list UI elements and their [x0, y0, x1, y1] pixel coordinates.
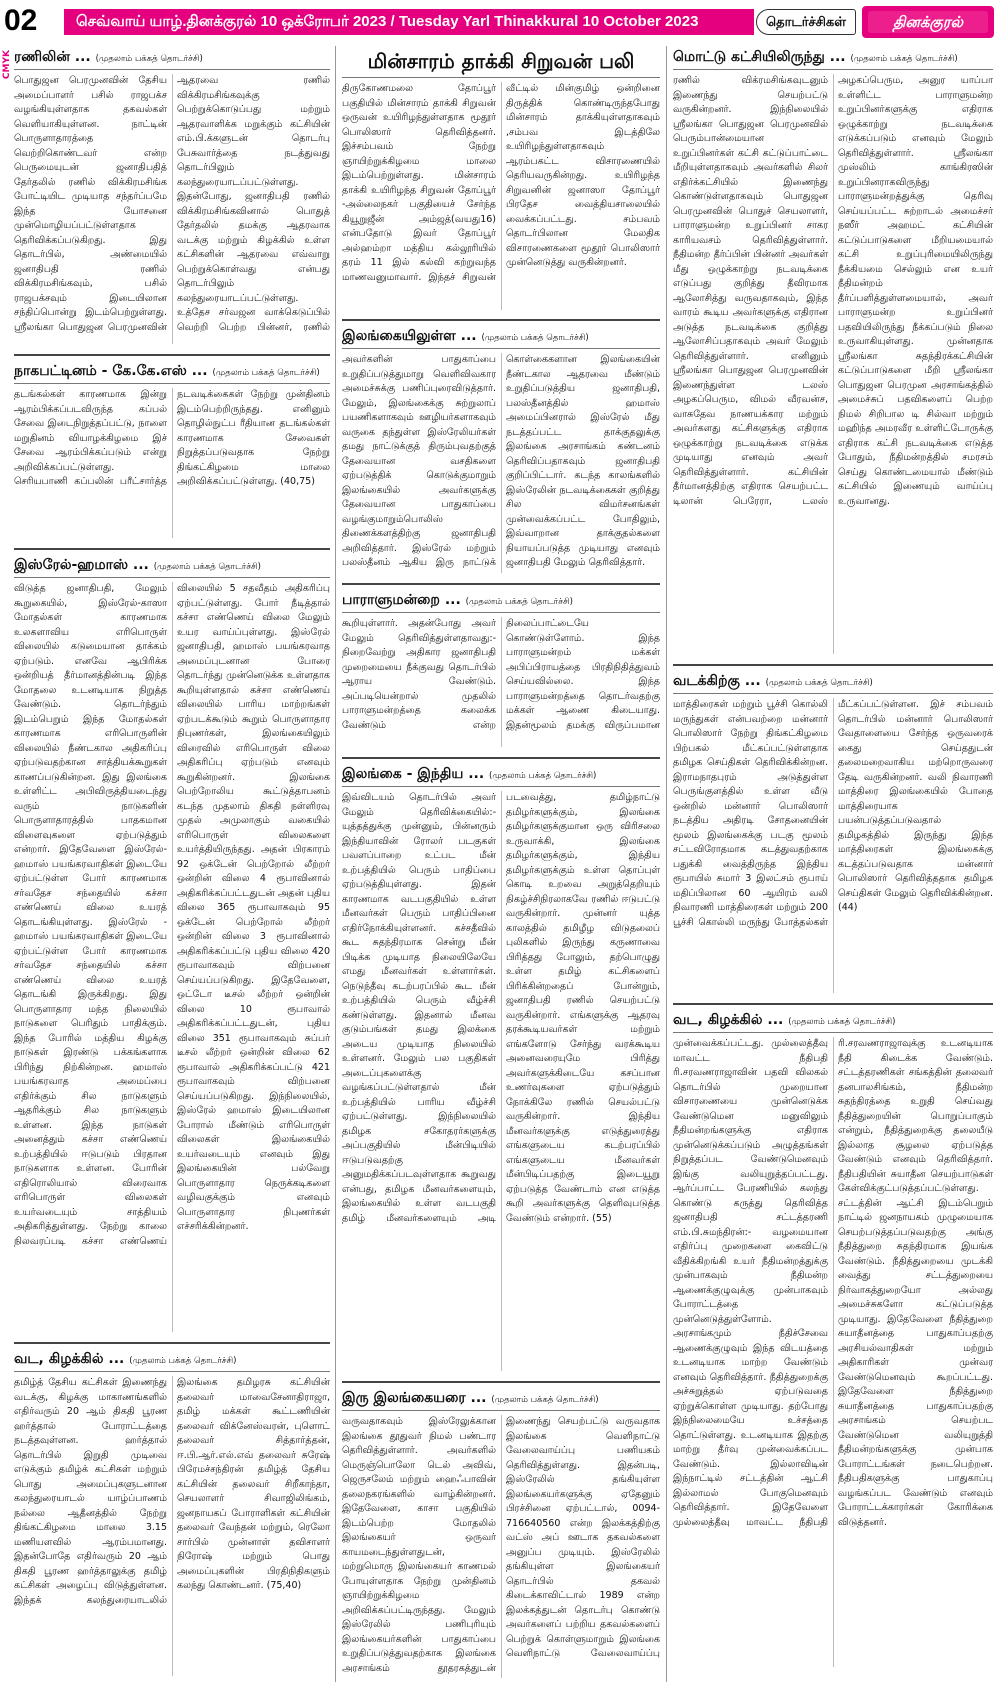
article-title: வட, கிழக்கில் ... (முதலாம் பக்கத் தொடர்ச்சி) — [673, 1011, 993, 1033]
article-body: அவர்களின் பாதுகாப்பை உறுதிப்படுத்துமாறு வெளிவிவகார அமைச்சுக்கு பணிப்புரைவிடுத்தார். மேலும், இலங்கைக்கு சுற்றுலாப் பயணிகளாகவும் ஊழியர்களாகவும் வருகை தந்துள்ள இஸ்ரேலியர்கள் தமது நாட்டுக்குத் திரும்புவதற்குத் தேவையான வசதிகளை ஏற்படுத்திக் கொடுக்குமாறும் இலங்கையில் அவர்களுக்கு தேவையான பாதுகாப்பை வழங்குமாறும்பொலிஸ் திணைக்களத்திற்கு ஜனாதிபதி அறிவித்தார். இஸ்ரேல் மற்றும் பலஸ்தீனம் ஆகிய இரு நாட்டுக் கொள்கைகளான இலங்கையின் நீண்டகால ஆதரவை மீண்டும் உறுதிப்படுத்திய ஜனாதிபதி, பலஸ்தீனத்தில் ஹமாஸ் அமைப்பினரால் இஸ்ரேல் மீது நடத்தப்பட்ட தாக்குதலுக்கு இலங்கை அரசாங்கம் கண்டனம் தெரிவிப்பதாகவும் ஜனாதிபதி குறிப்பிட்டார். கடந்த காலங்களில் இஸ்ரேலின் நடவடிக்கைகள் குறித்து சில விமர்சனங்கள் முன்வைக்கப்பட்ட போதிலும், இவ்வாறான தாக்குதல்களை நியாயப்படுத்த முடியாது எனவும் ஜனாதிபதி மேலும் தெரிவித்தார். — [342, 354, 660, 568]
column-left — [14, 48, 330, 1678]
article-israel-hamas — [14, 556, 330, 1336]
divider — [342, 319, 660, 321]
page-number: 02 — [4, 4, 38, 37]
article-minsaram — [342, 48, 660, 313]
article-ilankai-india — [342, 765, 660, 1375]
article-body: வருவதாகவும் இஸ்ரேலுக்கான இலங்கை தூதுவர் நிமல் பண்டார தெரிவித்துள்ளார். அவர்களில் மெருஞ்பொலோ டெல் அவிவ், ஜெருசலேம் மற்றும் ஹைஃபாவின் தலைநகரங்களில் வாழ்கின்றனர். இதேவேளை, காசா பகுதியில் இடம்பெற்ற மோதலில் இலங்கையர் ஒருவர் காயமடைந்துள்ளதுடன், மற்றுமொரு இலங்கையர் காணமல் போயுள்ளதாக நேற்று முன்தினம் ஞாயிற்றுக்கிழமை அறிவிக்கப்பட்டிருந்தது. மேலும் இஸ்ரேலில் பணிபுரியும் இலங்கையர்களின் பாதுகாப்பை உறுதிப்படுத்துவதற்காக இலங்கை அரசாங்கம் தூதரகத்துடன் இணைந்து செயற்பட்டு வருவதாக இலங்கை வெளிநாட்டு வேலைவாய்ப்பு பணியகம் தெரிவித்துள்ளது. இதன்படி, இஸ்ரேலில் தங்கியுள்ள இலங்கையர்களுக்கு ஏதேனும் பிரச்சினை ஏற்பட்டால், 0094-716640560 என்ற இலக்கத்திற்கு வட்ஸ் அப் ஊடாக தகவல்களை அனுப்ப முடியும். இஸ்ரேலில் தங்கியுள்ள இலங்கையர் தொடர்பில் தகவல் கிடைக்காவிட்டால் 1989 என்ற இலக்கத்துடன் தொடர்பு கொண்டு அவர்களைப் பற்றிய தகவல்களைப் பெற்றுக் கொள்ளுமாறும் இலங்கை வெளிநாட்டு வேலைவாய்ப்பு — [342, 1416, 660, 1674]
article-body: திருகோணமலை தோப்பூர் பகுதியில் மின்சாரம் தாக்கி சிறுவன் ஒருவன் உயிரிழந்துள்ளதாக மூதூர் பொலிஸார் தெரிவித்தனர். இச்சம்பவம் நேற்று ஞாயிற்றுக்கிழமை மாலை இடம்பெற்றுள்ளது. மின்சாரம் தாக்கி உயிரிழந்த சிறுவன் தோப்பூர் -அல்லைநகர் பகுதியைச் சேர்ந்த கியூறுஜீன் அம்ஜத்(வயது16) என்பதோடு இவர் தோப்பூர் அல்ஹம்றா மத்திய கல்லூரியில் தரம் 11 இல் கல்வி கற்றுவந்த மாணவனுமாவார். இந்தச் சிறுவன் வீட்டில் மின்குமிழ் ஒன்றினை திருத்திக் கொண்டிருந்தபோது மின்சாரம் தாக்கியுள்ளதாகவும் ,சம்பவ இடத்திலே உயிரிழந்துள்ளதாகவும் ஆரம்பகட்ட விசாரணையில் தெரியவருகின்றது. உயிரிழந்த சிறுவனின் ஜனாஸா தோப்பூர் பிரதேச வைத்தியசாலையில் வைக்கப்பட்டது. சம்பவம் தொடர்பிலான மேலதிக விசாரணைகளை மூதூர் பொலிஸார் முன்னெடுத்து வருகின்றனர். — [342, 83, 660, 283]
divider — [342, 583, 660, 585]
article-ilankaiyil — [342, 327, 660, 577]
article-title: மொட்டு கட்சியிலிருந்து ... (முதலாம் பக்கத் தொடர்ச்சி) — [673, 48, 993, 70]
divider — [342, 757, 660, 759]
article-title: இலங்கையிலுள்ள ... (முதலாம் பக்கத் தொடர்ச்சி) — [342, 327, 660, 349]
article-title: பாராளுமன்றை ... (முதலாம் பக்கத் தொடர்ச்சி) — [342, 591, 660, 613]
column-right — [673, 48, 993, 1678]
date-line: செவ்வாய் யாழ்.தினக்குரல் 10 ஒக்ரோபர் 2023 / Tuesday Yarl Thinakkural 10 October 2023 — [64, 9, 754, 35]
article-body: கூறியுள்ளார். அதன்போது அவர் மேலும் தெரிவித்துள்ளதாவது:- நிறைவேற்று அதிகார ஜனாதிபதி முறைமையை நீக்குவது தொடர்பில் ஆராய வேண்டும். அப்படியென்றால் முதலில் பாராளுமன்றத்தை கலைக்க வேண்டும் என்ற நிலைப்பாட்டையே கொண்டுள்ளோம். இந்த பாராளுமன்றம் மக்கள் அபிப்பிராயத்தை பிரதிநிதித்துவம் செய்யவில்லை. இந்த பாராளுமன்றத்தை தொடர்வதற்கு மக்கள் ஆணை கிடையாது. இதன்மூலம் தமக்கு விருப்பமான — [342, 618, 660, 731]
article-body: இவ்விடயம் தொடர்பில் அவர் மேலும் தெரிவிக்கையில்:- யுத்தத்துக்கு முன்னும், பின்னரும் இந்தியாவின் ரோலர் படகுகள் பவளப்பாறை உட்பட மீன் உற்பத்தியில் பெரும் பாதிப்பை ஏற்படுத்தியுள்ளது. இதன் காரணமாக வடபகுதியில் உள்ள மீனவர்கள் பெரும் பாதிப்பினை எதிர்நோக்கியுள்ளனர். கச்சதீவில் கூட சுதந்திரமாக சென்று மீன் பிடிக்க முடியாத நிலையிலேயே எமது மீனவர்கள் உள்ளார்கள். நெடுந்தீவு கடற்பரப்பில் கூட மீன் உற்பத்தியில் பெரும் வீழ்ச்சி கண்டுள்ளது. இதனால் மீனவ குடும்பங்கள் தமது இலக்கை அடைய முடியாத நிலையில் உள்ளனர். மேலும் பல பகுதிகள் அடைப்புகளைக்கு வழங்கப்பட்டுள்ளதால் மீன் உற்பத்தியில் பாரிய வீழ்ச்சி ஏற்பட்டுள்ளது. இந்நிலையில் தமிழக சகோதரர்களுக்கு அப்பகுதியில் மீன்பிடியில் ஈடுபடுவதற்கு அனுமதிக்கப்படவுள்ளதாக கூறுவது என்பது, தமிழக மீனவர்களையும், இலங்கையில் உள்ள வடபகுதி தமிழ் மீனவர்களையும் அடி படவைத்து, தமிழ்நாட்டு தமிழர்களுக்கும், இலங்கை தமிழர்களுக்குமான ஒரு விரிசலை உருவாக்கி, இலங்கை தமிழர்களுக்கும், இந்திய தமிழர்களுக்கும் உள்ள தொப்புள் கொடி உறவை அறுத்தெறியும் நிகழ்ச்சிநிரலாகவே ரணில் ஈடுபட்டு வருகின்றார். முன்னர் யுத்த காலத்தில் தமிழீழ விடுதலைப் புலிகளில் இருந்து கருணாவை பிரித்தது போலும், தற்பொழுது உள்ள தமிழ் கட்சிகளைப் பிரிக்கின்றதைப் போன்றும், ஜனாதிபதி ரணில் செயற்பட்டு வருகின்றார். எங்களுக்கு ஆதரவு தரக்கூடியவர்கள் மற்றும் எங்களோடு சேர்ந்து வரக்கூடிய அனைவரையுமே பிரித்து அவர்களுக்கிடையே கசப்பான உணர்வுகளை ஏற்படுத்தும் நோக்கிலே ரணில் செயல்பட்டு வருகின்றார். இந்திய மீனவர்களுக்கு எடுத்துரைத்து எங்களுடைய கடற்பரப்பில் எங்களுடைய மீனவர்கள் மீன்பிடிப்பதற்கு இடையூறு ஏற்படுத்த வேண்டாம் என எடுத்த கூறி அவர்களுக்கு தெளிவுபடுத்த வேண்டும் என்றார். (55) — [342, 792, 660, 1224]
newspaper-logo: தினக்குரல் — [862, 6, 994, 38]
article-body: விடுத்த ஜனாதிபதி, மேலும் கூறுகையில், இஸ்ரேல்-காஸா மோதல்கள் காரணமாக உலகளாவிய எரிபொருள் விலையில் கடுமையான தாக்கம் ஏற்படும். எனவே ஆபிரிக்க ஒன்றியத் தீர்மானத்தின்படி இந்த மோதலை உடனடியாக நிறுத்த வேண்டும். தொடர்ந்தும் இடம்பெறும் இந்த மோதல்கள் காரணமாக எரிபொருளின் விலையில் நீண்டகால அதிகரிப்பு ஏற்படுவதற்கான சாத்தியக்கூறுகள் காணப்படுகின்றன. இது இலங்கை உள்ளிட்ட அபிவிருத்தியடைந்து வரும் நாடுகளின் பொருளாதாரத்தில் பாதகமான விளைவுகளை ஏற்படுத்தும் என்றார். இதேவேளை இஸ்ரேல்-ஹமாஸ் பயங்கரவாதிகள் இடையே ஏற்பட்டுள்ள போர் காரணமாக சர்வதேச சந்தையில் கச்சா எண்ணெய் விலை உயரத் தொடங்கியுள்ளது. இஸ்ரேல் - ஹமாஸ் பயங்கரவாதிகள் இடையே ஏற்பட்டுள்ள போர் காரணமாக சர்வதேச சந்தையில் கச்சா எண்ணெய் விலை உயரத் தொடங்கி இருக்கிறது. இது பொருளாதார மந்த நிலையில் நாடுகளை பெரிதும் பாதிக்கும். இந்த போரில் மத்திய கிழக்கு நாடுகள் இரண்டு பக்கங்களாக பிரிந்து நிற்கின்றன. ஹமாஸ் பயங்கரவாத அமைப்பை எதிர்க்கும் சில நாடுகளும் ஆதரிக்கும் சில நாடுகளும் உள்ளன. இந்த நாடுகள் அனைத்தும் கச்சா எண்ணெய் உற்பத்தியில் ஈடுபடும் பிரதான நாடுகளாக உள்ளன. போரின் எதிரொலியால் விரைவாக எரிபொருள் விலைகள் உயர்வடையும் சாத்தியம் அதிகரித்துள்ளது. நேற்று காலை நிலவரப்படி கச்சா எண்ணெய் விலையில் 5 சதவீதம் அதிகரிப்பு ஏற்பட்டுள்ளது. போர் நீடித்தால் கச்சா எண்ணெய் விலை மேலும் உயர வாய்ப்புள்ளது. இஸ்ரேல் ஜனாதிபதி, ஹமாஸ் பயங்கரவாத அமைப்புடனான போரை தொடர்ந்து முன்னெடுக்க உள்ளதாக கூறியுள்ளதால் கச்சா எண்ணெய் விலையில் பாரிய மாற்றங்கள் ஏற்படக்கூடும் கூறும் பொருளாதார நிபுணர்கள், இலங்கையிலும் விரைவில் எரிபொருள் விலை அதிகரிப்பு ஏற்படும் எனவும் கூறுகின்றனர். இலங்கை பெற்றோலிய கூட்டுத்தாபனம் கடந்த முதலாம் திகதி நள்ளிரவு முதல் அமுலாகும் வகையில் எரிபொருள் விலைகளை உயர்த்தியிருந்தது. அதன் பிரகாரம் 92 ஒக்டேன் பெற்றோல் லீற்றர் ஒன்றின் விலை 4 ரூபாவினால் அதிகரிக்கப்பட்டதுடன் அதன் புதிய விலை 365 ரூபாவாகவும் 95 ஒக்டேன் பெற்றோல் லீற்றர் ஒன்றின் விலை 3 ரூபாவினால் அதிகரிக்கப்பட்டு புதிய விலை 420 ரூபாவாகவும் விற்பனை செய்யப்படுகிறது. இதேவேளை, ஒட்டோ டீசல் லீற்றர் ஒன்றின் விலை 10 ரூபாவால் அதிகரிக்கப்பட்டதுடன், புதிய விலை 351 ரூபாவாகவும் சுப்பர் டீசல் லீற்றர் ஒன்றின் விலை 62 ரூபாவால் அதிகரிக்கப்பட்டு 421 ரூபாவாகவும் விற்பனை செய்யப்படுகிறது. இந்நிலையில், இஸ்ரேல் ஹமாஸ் இடையிலான போரால் மீண்டும் எரிபொருள் விலைகள் இலங்கையில் உயர்வடையும் எனவும் இது இலங்கையின் பல்வேறு பொருளாதார நெருக்கடிகளை வழிவகுக்கும் எனவும் பொருளாதார நிபுணர்கள் எச்சரிக்கின்றனர். — [14, 583, 330, 1247]
article-body: ரணில் விக்ரமசிங்கவுடனும் இணைந்து செயற்பட்டு வருகின்றனர். இந்நிலையில் ஸ்ரீலங்கா பொதுஜன பெரமுனவில் பெரும்பான்மையான உறுப்பினர்கள் கட்சி கட்டுப்பாட்டை மீறியுள்ளதாகவும் அவர்களில் சிலர் எதிர்க்கட்சியில் இணைந்து கொண்டுள்ளதாகவும் பொதுஜன பெரமுனவின் பொதுச் செயலாளர், பாராளுமன்ற உறுப்பினர் சாகர காரியவசம் தெரிவித்துள்ளார். நீதிமன்ற தீர்ப்பின் பின்னர் அவர்கள் மீது ஒழுக்காற்று நடவடிக்கை எடுப்பது குறித்து தீவிரமாக ஆலோசித்து வருவதாகவும், இந்த வாரம் கூடிய அவர்களுக்கு எதிரான அடுத்த நடவடிக்கை குறித்து ஆலோசிப்பதாகவும் அவர் மேலும் தெரிவித்துள்ளார். எனினும் ஸ்ரீலங்கா பொதுஜன பெரமுனவின் இணைந்துள்ள டலஸ் அழகப்பெரும, விமல் வீரவன்ச, வாசுதேவ நாணயக்கார மற்றும் அவர்களது கட்சிகளுக்கு எதிராக ஒழுக்காற்று நடவடிக்கை எடுக்க முடியாது எனவும் அவர் தெரிவித்துள்ளார். கட்சியின் தீர்மானத்திற்கு எதிராக செயற்பட்ட டிலான் பெரேரா, டலஸ் அழகப்பெரும, அனுர யாப்பா உள்ளிட்ட பாராளுமன்ற உறுப்பினர்களுக்கு எதிராக ஒழுக்காற்று நடவடிக்கை எடுக்கப்படும் எனவும் மேலும் தெரிவித்துள்ளார். ஸ்ரீலங்கா முஸ்லிம் காங்கிரஸின் உறுப்பினராகவிருந்து பாராளுமன்றத்துக்கு தெரிவு செய்யப்பட்ட சுற்றாடல் அமைச்சர் நஸீர் அஹமட் கட்சியின் கட்டுப்பாடுகளை மீறியமையால் கட்சி உறுப்புரிமையிலிருந்து நீக்கியமை செல்லும் என உயர் நீதிமன்றம் தீர்ப்பளித்துள்ளமையால், அவர் பாராளுமன்ற உறுப்பினர் பதவியிலிருந்து நீக்கப்படும் நிலை உருவாகியுள்ளது. முன்னதாக ஸ்ரீலங்கா சுதந்திரக்கட்சியின் கட்டுப்பாடுகளை மீறி ஸ்ரீலங்கா பொதுஜன பெரமுன அரசாங்கத்தில் அமைச்சுப் பதவிகளைப் பெற்ற நிமல் சிறிபால டி சில்வா மற்றும் மஹிந்த அமரவீர உள்ளிட்டோருக்கு எதிராக கட்சி நடவடிக்கை எடுத்த போதும், நீதிமன்றத்தில் சமரசம் செய்து கொண்டமையால் மீண்டும் கட்சியில் இணையும் வாய்ப்பு உருவானது. — [673, 75, 993, 507]
divider — [342, 1381, 660, 1383]
article-title: வட, கிழக்கில் ... (முதலாம் பக்கத் தொடர்ச்சி) — [14, 1350, 330, 1372]
divider — [14, 354, 330, 356]
article-body: பொதுஜன பெரமுனவின் தேசிய அமைப்பாளர் பசில் ராஜபக்ச வழங்கியுள்ளதாக தகவல்கள் வெளியாகியுள்ளன. நாட்டின் பொருளாதாரத்தை வெற்றிகொண்டவர் என்ற பெருமையுடன் ஜனாதிபதித் தேர்தலில் ரணில் விக்கிரமசிங்க போட்டியிட முடியாத சந்தர்ப்பமே இந்த யோசனை முன்மொழியப்பட்டுள்ளதாக தெரிவிக்கப்படுகிறது. இது தொடர்பில், அண்மையில் ஜனாதிபதி ரணில் விக்கிரமசிங்கவும், பசில் ராஜபக்சவும் இடையிலான சந்திப்பொன்று இடம்பெற்றுள்ளது. ஸ்ரீலங்கா பொதுஜன பெரமுனவின் ஆதரவை ரணில் விக்கிரமசிங்கவுக்கு பெற்றுக்கொடுப்பது மற்றும் ஆதரவாளிக்க மறுக்கும் கட்சியின் எம்.பி.க்களுடன் தொடர்பு பேசுவார்த்தை நடத்துவது தொடர்பிலும் கலந்துரையாடப்பட்டுள்ளது. இதன்போது, ஜனாதிபதி ரணில் விக்கிரமசிங்கவினால் பொதுத் தேர்தலில் தமக்கு ஆதரவாக வடக்கு மற்றும் கிழக்கில் உள்ள கட்சிகளின் ஆதரவை எவ்வாறு பெற்றுக்கொள்வது என்பது தொடர்பிலும் கலந்துரையாடப்பட்டுள்ளது. உத்தேச சர்வஜன வாக்கெடுப்பில் வெற்றி பெற்ற பின்னர், ரணில் — [14, 75, 330, 333]
article-vada-kilakku-1 — [14, 1350, 330, 1678]
column-rule — [666, 46, 667, 1682]
article-ranil — [14, 48, 330, 348]
section-label: தொடர்ச்சிகள் — [756, 9, 856, 35]
article-body: மாத்திரைகள் மற்றும் பூச்சி கொல்லி மருந்துகள் என்பவற்றை மன்னார் பொலிஸார் நேற்று திங்கட்கிழமை பிற்பகல் மீட்கப்பட்டுள்ளதாக தமிழக செய்திகள் தெரிவிக்கின்றன. இராமநாதபுரம் அடுத்துள்ள பெருங்குளத்தில் உள்ள வீடு ஒன்றில் மன்னார் பொலிஸார் நடத்திய அதிரடி சோதனையின் மூலம் இலங்கைக்கு படகு மூலம் சட்டவிரோதமாக கடத்துவதற்காக பதுக்கி வைத்திருந்த இந்திய ரூபாயில் சுமார் 3 இலட்சம் ரூபாய் மதிப்பிலான 60 ஆயிரம் வலி நிவாரணி மாத்திரைகள் மற்றும் 200 பூச்சி கொல்லி மருந்து போத்தல்கள் மீட்கப்பட்டுள்ளன. இச் சம்பவம் தொடர்பில் மன்னார் பொலிஸார் வேதாளையை சேர்ந்த ஒருவரைக் கைது செய்ததுடன் தலைமறைவாகிய மற்றொருவரை தேடி வருகின்றனர். வலி நிவாரணி மாத்திரை இலங்கையில் போதை மாத்திரையாக பயன்படுத்தப்படுவதால் தமிழகத்தில் இருந்து இந்த மாத்திரைகள் இலங்கைக்கு கடத்தப்படுவதாக மன்னார் பொலிஸார் தெரிவித்ததாக தமிழக செய்திகள் மேலும் தெரிவிக்கின்றன. (44) — [673, 699, 993, 928]
divider — [673, 664, 993, 666]
article-vada-kilakku-2 — [673, 1011, 993, 1671]
article-parliament — [342, 591, 660, 751]
column-middle — [342, 48, 660, 1678]
article-title: ரணிலின் ... (முதலாம் பக்கத் தொடர்ச்சி) — [14, 48, 330, 70]
article-body: தமிழ்த் தேசிய கட்சிகள் இணைந்து வடக்கு, கிழக்கு மாகாணங்களில் எதிர்வரும் 20 ஆம் திகதி பூரண ஹர்த்தால் போராட்டத்தை நடத்தவுள்ளன. ஹர்த்தால் தொடர்பில் இறுதி முடிவை எடுக்கும் தமிழ்க் கட்சிகள் மற்றும் பொது அமைப்புகளுடனான கலந்துரையாடல் யாழ்ப்பாணம் நல்லை ஆதீனத்தில் நேற்று திங்கட்கிழமை மாலை 3.15 மணியளவில் ஆரம்பமானது. இதன்போதே எதிர்வரும் 20 ஆம் திகதி பூரண ஹர்த்தாலுக்கு தமிழ் கட்சிகள் அழைப்பு விடுத்துள்ளன. இந்தக் கலந்துரையாடலில் இலங்கை தமிழரசு கட்சியின் தலைவர் மாவைசேனாதிராஜா, தமிழ் மக்கள் கூட்டணியின் தலைவர் விக்னேஸ்வரன், புளொட் தலைவர் சித்தார்த்தன், ஈ.பி.ஆர்.எல்.எவ் தலைவர் சுரேஷ் பிரேமச்சந்திரன் தமிழ்த் தேசிய கட்சியின் தலைவர் சிறீகாந்தா, செயலாளர் சிவாஜிலிங்கம், ஜனநாயகப் போராளிகள் கட்சியின் தலைவர் வேந்தன் மற்றும், ரெலோ சார்பில் முன்னாள் தவிசாளர் நிரோஷ் மற்றும் பொது அமைப்புகளின் பிரதிநிதிகளும் கலந்து கொண்டனர். (75,40) — [14, 1377, 330, 1606]
article-iru-ilankaiyarai — [342, 1389, 660, 1678]
article-body: தடங்கல்கள் காரணமாக இன்று ஆரம்பிக்கப்படவிருந்த கப்பல் சேவை இடைநிறுத்தப்பட்டு, நாளை மறுதினம் வியாழக்கிழமை இச் சேவை ஆரம்பிக்கப்படும் என்று அறிவிக்கப்பட்டுள்ளது. செரியபாணி கப்பலின் பரீட்சார்த்த நடவடிக்கைகள் நேற்று முன்தினம் இடம்பெற்றிருந்தது. எனினும் தொழில்நுட்ப ரீதியான தடங்கல்கள் காரணமாக சேவைகள் நிறுத்தப்படுவதாக நேற்று திங்கட்கிழமை மாலை அறிவிக்கப்பட்டுள்ளது. (40,75) — [14, 389, 330, 487]
article-title: வடக்கிற்கு ... (முதலாம் பக்கத் தொடர்ச்சி) — [673, 672, 993, 694]
article-title: நாகபட்டினம் - கே.கே.எஸ் ... (முதலாம் பக்கத் தொடர்ச்சி) — [14, 362, 330, 384]
divider — [14, 548, 330, 550]
article-body: முன்வைக்கப்பட்டது. முல்லைத்தீவு மாவட்ட நீதிபதி ரி.சரவணராஜாவின் பதவி விலகல் தொடர்பில் முறையான விசாரணையை முன்னெடுக்க வேண்டுமென மனுவிலும் நீதிமன்றங்களுக்கு எதிராக முன்னெடுக்கப்படும் அழுத்தங்கள் நிறுத்தப்பட வேண்டுமெனவும் இங்கு வலியுறுத்தப்பட்டது. ஆர்ப்பாட்ட பேரணியில் கலந்து கொண்டு கருத்து தெரிவித்த ஜனாதிபதி சட்டத்தரணி எம்.பி.சுமந்திரன்:- வழமையான எதிர்ப்பு முறைகளை கைவிட்டு வீதிக்கிறங்கி உயர் நீதிமன்றத்துக்கு முன்பாகவும் நீதிமன்ற ஆணைக்குழுவுக்கு முன்பாகவும் போராட்டத்தை முன்னெடுத்துள்ளோம். அரசாங்கமும் நீதிச்சேவை ஆணைக்குழுவும் இந்த விடயத்தை உடனடியாக மாற்ற வேண்டும் எனவும் தெரிவித்தார். நீதித்துறைக்கு அச்சுறுத்தல் ஏற்படுவதை ஏற்றுக்கொள்ள முடியாது. தற்போது இந்நிலைமையே உச்சத்தை தொட்டுள்ளது. உடனடியாக இதற்கு மாற்று தீர்வு முன்வைக்கப்பட வேண்டும். இல்லாவிடின் இந்நாட்டில் சட்டத்தின் ஆட்சி இல்லாமல் போகுமெனவும் தெரிவித்தார். இதேவேளை முல்லைத்தீவு மாவட்ட நீதிபதி ரி.சரவணராஜாவுக்கு உடனடியாக நீதி கிடைக்க வேண்டும். சட்டத்தரணிகள் சங்கத்தின் தலைவர் தனபாலசிங்கம், நீதிமன்ற சுதந்திரத்தை உறுதி செய்வது நீதித்துறையின் பொறுப்பாகும் என்றும், நீதித்துறைக்கு தலையீடு இல்லாத சூழலை ஏற்படுத்த வேண்டும் எனவும் தெரிவித்தார். நீதிபதியின் சுயாதீன செயற்பாடுகள் கேள்விக்குட்படுத்தப்பட்டுள்ளது. சட்டத்தின் ஆட்சி இடம்பெறும் நாட்டில் ஜனநாயகம் முழுமையாக செயற்படுத்தப்படுவதற்கு அங்கு நீதித்துறை சுதந்திரமாக இயங்க வேண்டும். நீதித்துறையை முடக்கி வைத்து சட்டத்துறையை நிர்வாகத்துறையோ அல்லது அமைச்சுகளோ கட்டுப்படுத்த முடியாது. இதேவேளை நீதித்துறை சுயாதீனத்தை பாதுகாப்பதற்கு அரசியல்வாதிகள் மற்றும் அதிகாரிகள் முன்வர வேண்டுமெனவும் கூறப்பட்டது. இதேவேளை நீதித்துறை சுயாதீனத்தை பாதுகாப்பதற்கு அரசாங்கம் செயற்பட வேண்டுமென வலியுறுத்தி நீதிமன்றங்களுக்கு முன்பாக போராட்டங்கள் நடைபெற்றன. நீதிபதிகளுக்கு பாதுகாப்பு வழங்கப்பட வேண்டும் எனவும் போராட்டக்காரர்கள் கோரிக்கை விடுத்தனர். — [673, 1038, 993, 1528]
page-header — [0, 0, 1000, 46]
print-registration-marks: CMYK — [2, 50, 12, 80]
article-title: இரு இலங்கையரை ... (முதலாம் பக்கத் தொடர்ச்சி) — [342, 1389, 660, 1411]
divider — [14, 1342, 330, 1344]
article-nagapattinam — [14, 362, 330, 542]
article-title: இலங்கை - இந்திய ... (முதலாம் பக்கத் தொடர்ச்சி) — [342, 765, 660, 787]
column-rule — [335, 46, 336, 1682]
article-title: இஸ்ரேல்-ஹமாஸ் ... (முதலாம் பக்கத் தொடர்ச்சி) — [14, 556, 330, 578]
article-title: மின்சாரம் தாக்கி சிறுவன் பலி — [342, 48, 660, 78]
divider — [673, 1003, 993, 1005]
article-mottu — [673, 48, 993, 658]
article-vadakkirku — [673, 672, 993, 997]
